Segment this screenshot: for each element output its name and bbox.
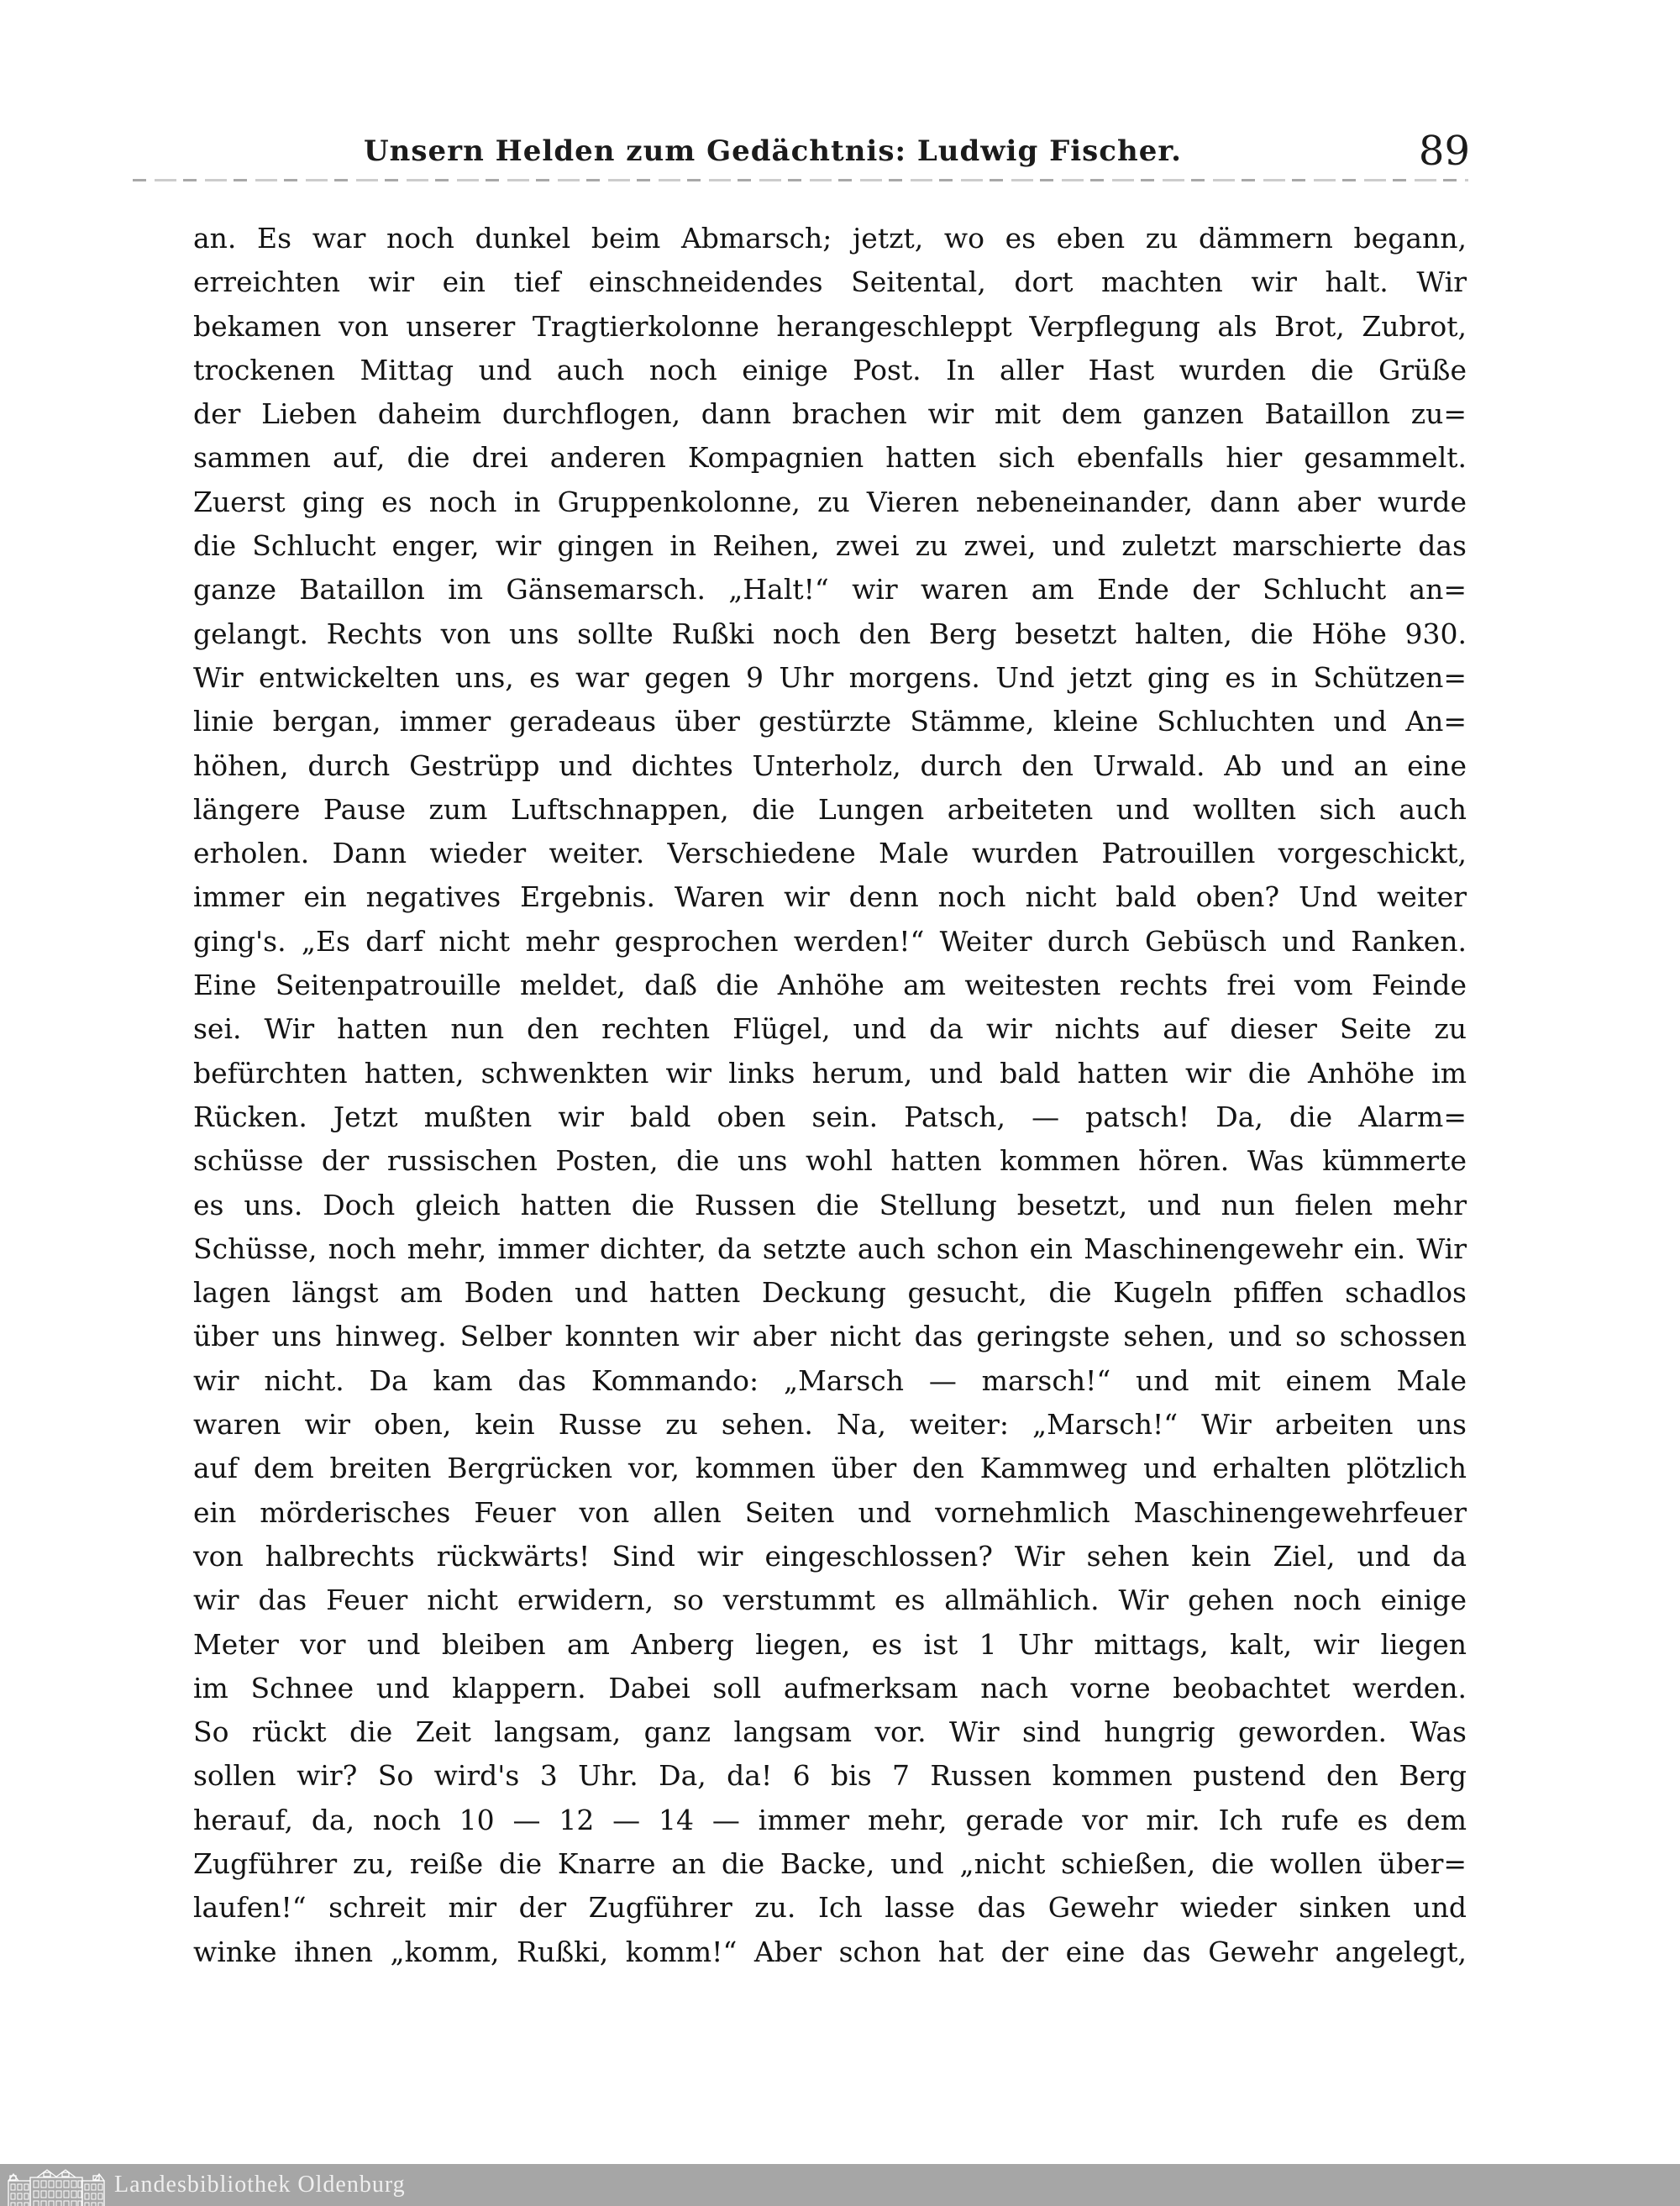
text-line: ein mörderisches Feuer von allen Seiten und vornehmlich Maschinengewehrfeuer [193, 1495, 1467, 1529]
text-line: der Lieben daheim durchflogen, dann brachen wir mit dem ganzen Bataillon zu= [193, 397, 1467, 431]
page-number: 89 [1418, 128, 1470, 175]
text-line: Eine Seitenpatrouille meldet, daß die Anhöhe am weitesten rechts frei vom Feinde [193, 969, 1467, 1002]
text-line: Wir entwickelten uns, es war gegen 9 Uhr morgens. Und jetzt ging es in Schützen= [193, 660, 1467, 694]
text-line: auf dem breiten Bergrücken vor, kommen über den Kammweg und erhalten plötzlich [193, 1452, 1467, 1485]
text-line: an. Es war noch dunkel beim Abmarsch; jetzt, wo es eben zu dämmern begann, [193, 222, 1467, 255]
text-line: Meter vor und bleiben am Anberg liegen, es ist 1 Uhr mittags, kalt, wir liegen [193, 1627, 1467, 1661]
text-line: laufen!“ schreit mir der Zugführer zu. Ich lasse das Gewehr wieder sinken und [193, 1891, 1467, 1925]
text-line: höhen, durch Gestrüpp und dichtes Unterholz, durch den Urwald. Ab und an eine [193, 748, 1467, 782]
text-line: von halbrechts rückwärts! Sind wir eingeschlossen? Wir sehen kein Ziel, und da [193, 1539, 1467, 1573]
text-line: schüsse der russischen Posten, die uns wohl hatten kommen hören. Was kümmerte [193, 1144, 1467, 1178]
text-line: immer ein negatives Ergebnis. Waren wir denn noch nicht bald oben? Und weiter [193, 880, 1467, 914]
text-line: Schüsse, noch mehr, immer dichter, da setzte auch schon ein Maschinengewehr ein. Wir [193, 1232, 1467, 1265]
text-line: wir das Feuer nicht erwidern, so verstummt es allmählich. Wir gehen noch einige [193, 1584, 1467, 1617]
text-line: erholen. Dann wieder weiter. Verschiedene Male wurden Patrouillen vorgeschickt, [193, 837, 1467, 870]
header-rule [133, 179, 1468, 181]
text-line: ganze Bataillon im Gänsemarsch. „Halt!“ wir waren am Ende der Schlucht an= [193, 573, 1467, 607]
library-building-icon [7, 2169, 106, 2206]
text-line: wir nicht. Da kam das Kommando: „Marsch — marsch!“ und mit einem Male [193, 1363, 1467, 1397]
text-line: sammen auf, die drei anderen Kompagnien hatten sich ebenfalls hier gesammelt. [193, 441, 1467, 475]
text-line: Zugführer zu, reiße die Knarre an die Backe, und „nicht schießen, die wollen über= [193, 1846, 1467, 1880]
text-line: waren wir oben, kein Russe zu sehen. Na, weiter: „Marsch!“ Wir arbeiten uns [193, 1408, 1467, 1442]
text-line: es uns. Doch gleich hatten die Russen die Stellung besetzt, und nun fielen mehr [193, 1188, 1467, 1221]
text-line: erreichten wir ein tief einschneidendes Seitental, dort machten wir halt. Wir [193, 265, 1467, 299]
text-line: ging's. „Es darf nicht mehr gesprochen werden!“ Weiter durch Gebüsch und Ranken. [193, 924, 1467, 958]
text-line: gelangt. Rechts von uns sollte Rußki noch den Berg besetzt halten, die Höhe 930. [193, 617, 1467, 650]
text-line: über uns hinweg. Selber konnten wir aber nicht das geringste sehen, und so schossen [193, 1320, 1467, 1353]
text-line: Rücken. Jetzt mußten wir bald oben sein. Patsch, — patsch! Da, die Alarm= [193, 1100, 1467, 1133]
text-line: lagen längst am Boden und hatten Deckung gesucht, die Kugeln pfiffen schadlos [193, 1276, 1467, 1310]
running-head-title: Unsern Helden zum Gedächtnis: Ludwig Fischer. [364, 134, 1182, 168]
text-line: längere Pause zum Luftschnappen, die Lungen arbeiteten und wollten sich auch [193, 792, 1467, 826]
text-line: die Schlucht enger, wir gingen in Reihen, zwei zu zwei, und zuletzt marschierte das [193, 529, 1467, 563]
text-line: im Schnee und klappern. Dabei soll aufmerksam nach vorne beobachtet werden. [193, 1671, 1467, 1704]
text-line: Zuerst ging es noch in Gruppenkolonne, zu Vieren nebeneinander, dann aber wurde [193, 485, 1467, 518]
text-line: herauf, da, noch 10 — 12 — 14 — immer mehr, gerade vor mir. Ich rufe es dem [193, 1803, 1467, 1836]
text-line: winke ihnen „komm, Rußki, komm!“ Aber schon hat der eine das Gewehr angelegt, [193, 1935, 1467, 1968]
text-line: linie bergan, immer geradeaus über gestürzte Stämme, kleine Schluchten und An= [193, 705, 1467, 738]
body-text [193, 217, 1467, 1974]
library-name-label: Landesbibliothek Oldenburg [114, 2172, 406, 2198]
text-line: So rückt die Zeit langsam, ganz langsam vor. Wir sind hungrig geworden. Was [193, 1715, 1467, 1749]
text-line: sollen wir? So wird's 3 Uhr. Da, da! 6 bis 7 Russen kommen pustend den Berg [193, 1759, 1467, 1793]
text-line: bekamen von unserer Tragtierkolonne herangeschleppt Verpflegung als Brot, Zubrot, [193, 309, 1467, 343]
text-line: trockenen Mittag und auch noch einige Post. In aller Hast wurden die Grüße [193, 353, 1467, 386]
library-footer-bar [0, 2164, 1680, 2206]
text-line: befürchten hatten, schwenkten wir links herum, und bald hatten wir die Anhöhe im [193, 1056, 1467, 1090]
text-line: sei. Wir hatten nun den rechten Flügel, und da wir nichts auf dieser Seite zu [193, 1012, 1467, 1046]
